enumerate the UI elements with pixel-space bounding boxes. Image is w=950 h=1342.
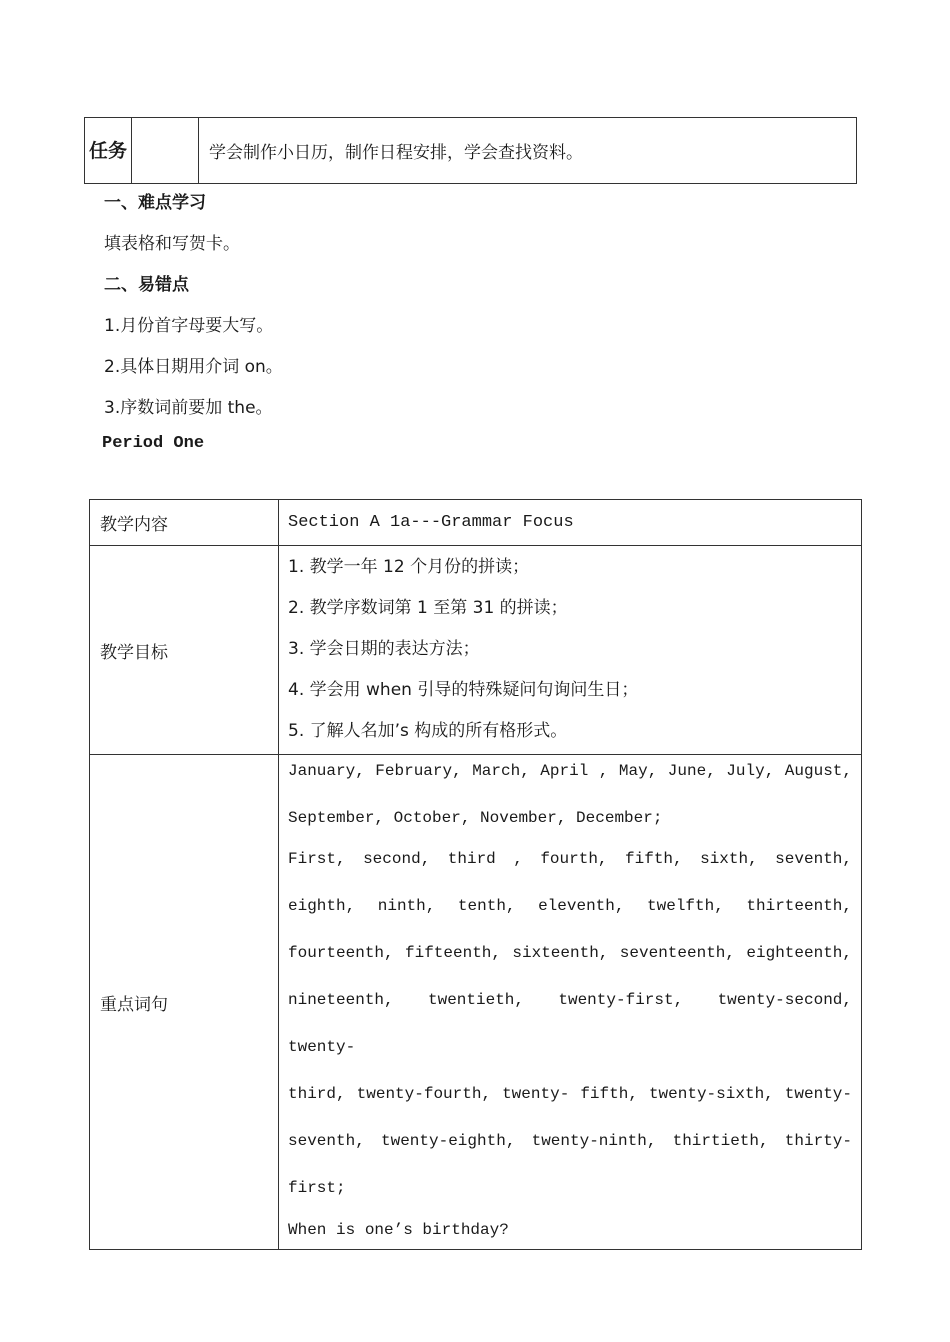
period-title: Period One	[102, 434, 205, 453]
months-line: January, February, March, April , May, June, July, August,	[288, 762, 852, 780]
goal-item: 4. 学会用 when 引导的特殊疑问句询问生日；	[288, 680, 639, 700]
mistake-item: 3.序数词前要加 the。	[104, 398, 273, 418]
task-content: 学会制作小日历，制作日程安排，学会查找资料。	[199, 118, 857, 184]
ordinals-line: eighth, ninth, tenth, eleventh, twelfth, thirteenth,	[288, 897, 852, 915]
ordinals-line: fourteenth, fifteenth, sixteenth, seventeenth, eighteenth,	[288, 944, 852, 962]
section-heading-difficult: 一、难点学习	[104, 193, 206, 213]
goal-item: 3. 学会日期的表达方法；	[288, 639, 480, 659]
row-label-keywords: 重点词句	[90, 755, 279, 1250]
task-label: 任务	[85, 118, 132, 184]
goal-item: 1. 教学一年 12 个月份的拼读；	[288, 557, 530, 577]
section-heading-mistakes: 二、易错点	[104, 275, 189, 295]
ordinals-line: first;	[288, 1179, 346, 1197]
months-list	[288, 748, 852, 842]
ordinals-line: seventh, twenty-eighth, twenty-ninth, thirtieth, thirty-	[288, 1132, 852, 1150]
goal-item: 2. 教学序数词第 1 至第 31 的拼读；	[288, 598, 568, 618]
goal-item: 5. 了解人名加’s 构成的所有格形式。	[288, 721, 568, 741]
mistake-item: 2.具体日期用介词 on。	[104, 357, 283, 377]
months-line: September, October, November, December;	[288, 809, 663, 827]
ordinals-list	[288, 836, 852, 1212]
keywords-cell	[279, 755, 862, 1250]
section-text-difficult: 填表格和写贺卡。	[104, 234, 240, 254]
row-label-content: 教学内容	[90, 500, 279, 546]
key-question: When is one’s birthday?	[288, 1221, 509, 1239]
row-label-goals: 教学目标	[90, 546, 279, 755]
ordinals-line: third, twenty-fourth, twenty- fifth, twenty-sixth, twenty-	[288, 1085, 852, 1103]
ordinals-line: nineteenth, twentieth, twenty-first, twenty-second, twenty-	[288, 991, 852, 1056]
mistake-item: 1.月份首字母要大写。	[104, 316, 274, 336]
task-empty-cell	[132, 118, 199, 184]
goals-list	[279, 546, 862, 755]
row-value-content: Section A 1a---Grammar Focus	[279, 500, 862, 546]
task-table	[84, 117, 857, 184]
ordinals-line: First, second, third , fourth, fifth, sixth, seventh,	[288, 850, 852, 868]
lesson-table	[89, 499, 862, 1250]
